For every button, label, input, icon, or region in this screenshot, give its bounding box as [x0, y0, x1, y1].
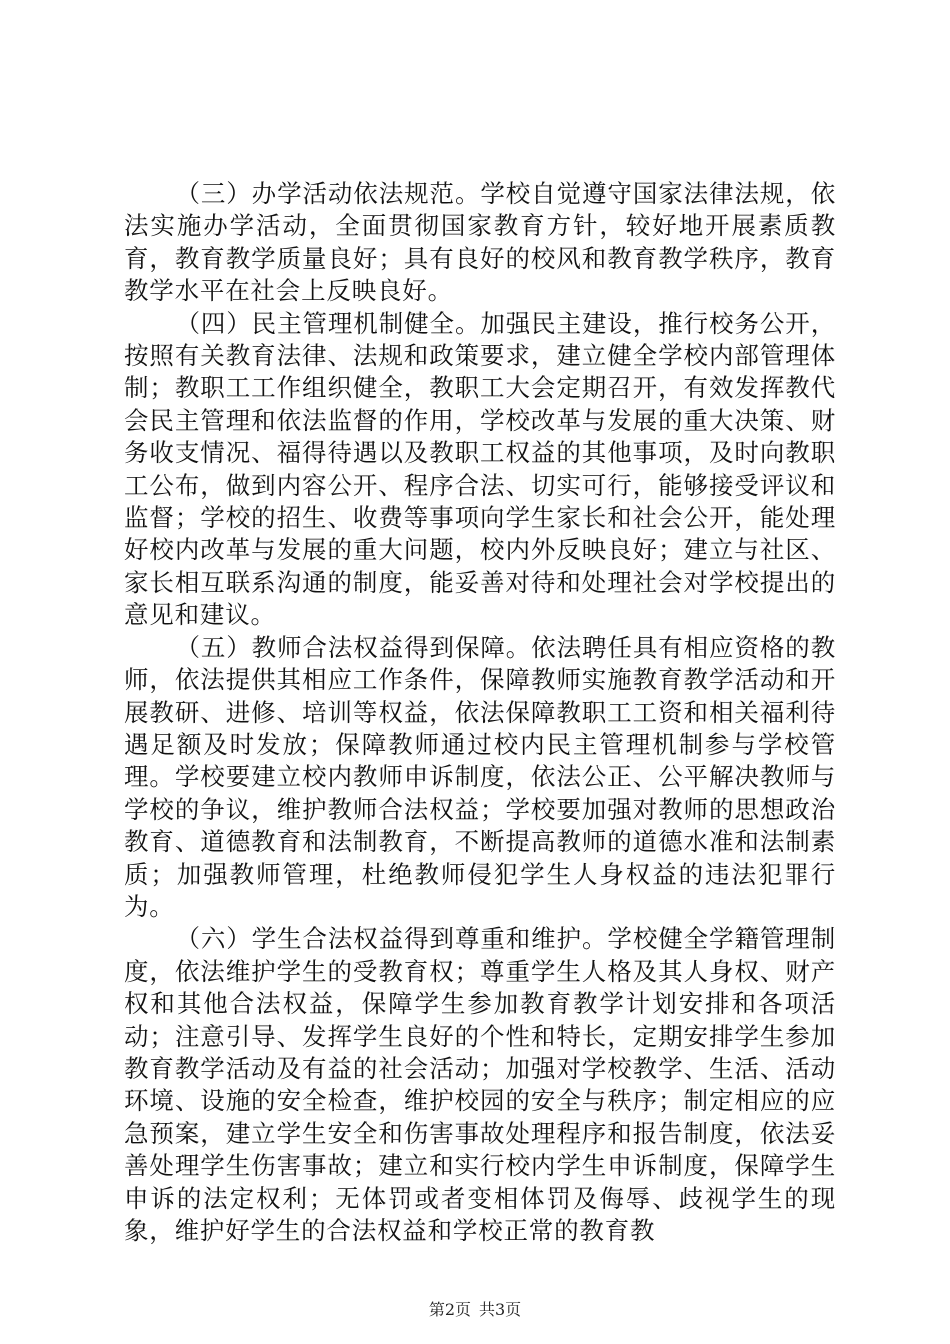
paragraph-section-5: （五）教师合法权益得到保障。依法聘任具有相应资格的教师，依法提供其相应工作条件，保障教师实施教育教学活动和开展教研、进修、培训等权益，依法保障教职工工资和相关福利待遇足额及时发放；保障教师通过校内民主管理机制参与学校管理。学校要建立校内教师申诉制度，依法公正、公平解决教师与学校的争议，维护教师合法权益；学校要加强对教师的思想政治教育、道德教育和法制教育，不断提高教师的道德水准和法制素质；加强教师管理，杜绝教师侵犯学生人身权益的违法犯罪行为。 [124, 632, 836, 921]
document-body [124, 178, 836, 1247]
paragraph-section-6: （六）学生合法权益得到尊重和维护。学校健全学籍管理制度，依法维护学生的受教育权；尊重学生人格及其人身权、财产权和其他合法权益，保障学生参加教育教学计划安排和各项活动；注意引导、发挥学生良好的个性和特长，定期安排学生参加教育教学活动及有益的社会活动；加强对学校教学、生活、活动环境、设施的安全检查，维护校园的安全与秩序；制定相应的应急预案，建立学生安全和伤害事故处理程序和报告制度，依法妥善处理学生伤害事故；建立和实行校内学生申诉制度，保障学生申诉的法定权利；无体罚或者变相体罚及侮辱、歧视学生的现象，维护好学生的合法权益和学校正常的教育教 [124, 924, 836, 1245]
paragraph-section-3: （三）办学活动依法规范。学校自觉遵守国家法律法规，依法实施办学活动，全面贯彻国家教育方针，较好地开展素质教育，教育教学质量良好；具有良好的校风和教育教学秩序，教育教学水平在社会上反映良好。 [124, 179, 836, 306]
page-number: 第2页 [428, 1300, 471, 1319]
page-footer [0, 1300, 950, 1320]
page-total: 共3页 [479, 1300, 522, 1319]
paragraph-section-4: （四）民主管理机制健全。加强民主建设，推行校务公开，按照有关教育法律、法规和政策要求，建立健全学校内部管理体制；教职工工作组织健全，教职工大会定期召开，有效发挥教代会民主管理和依法监督的作用，学校改革与发展的重大决策、财务收支情况、福得待遇以及教职工权益的其他事项，及时向教职工公布，做到内容公开、程序合法、切实可行，能够接受评议和监督；学校的招生、收费等事项向学生家长和社会公开，能处理好校内改革与发展的重大问题，校内外反映良好；建立与社区、家长相互联系沟通的制度，能妥善对待和处理社会对学校提出的意见和建议。 [124, 308, 836, 630]
